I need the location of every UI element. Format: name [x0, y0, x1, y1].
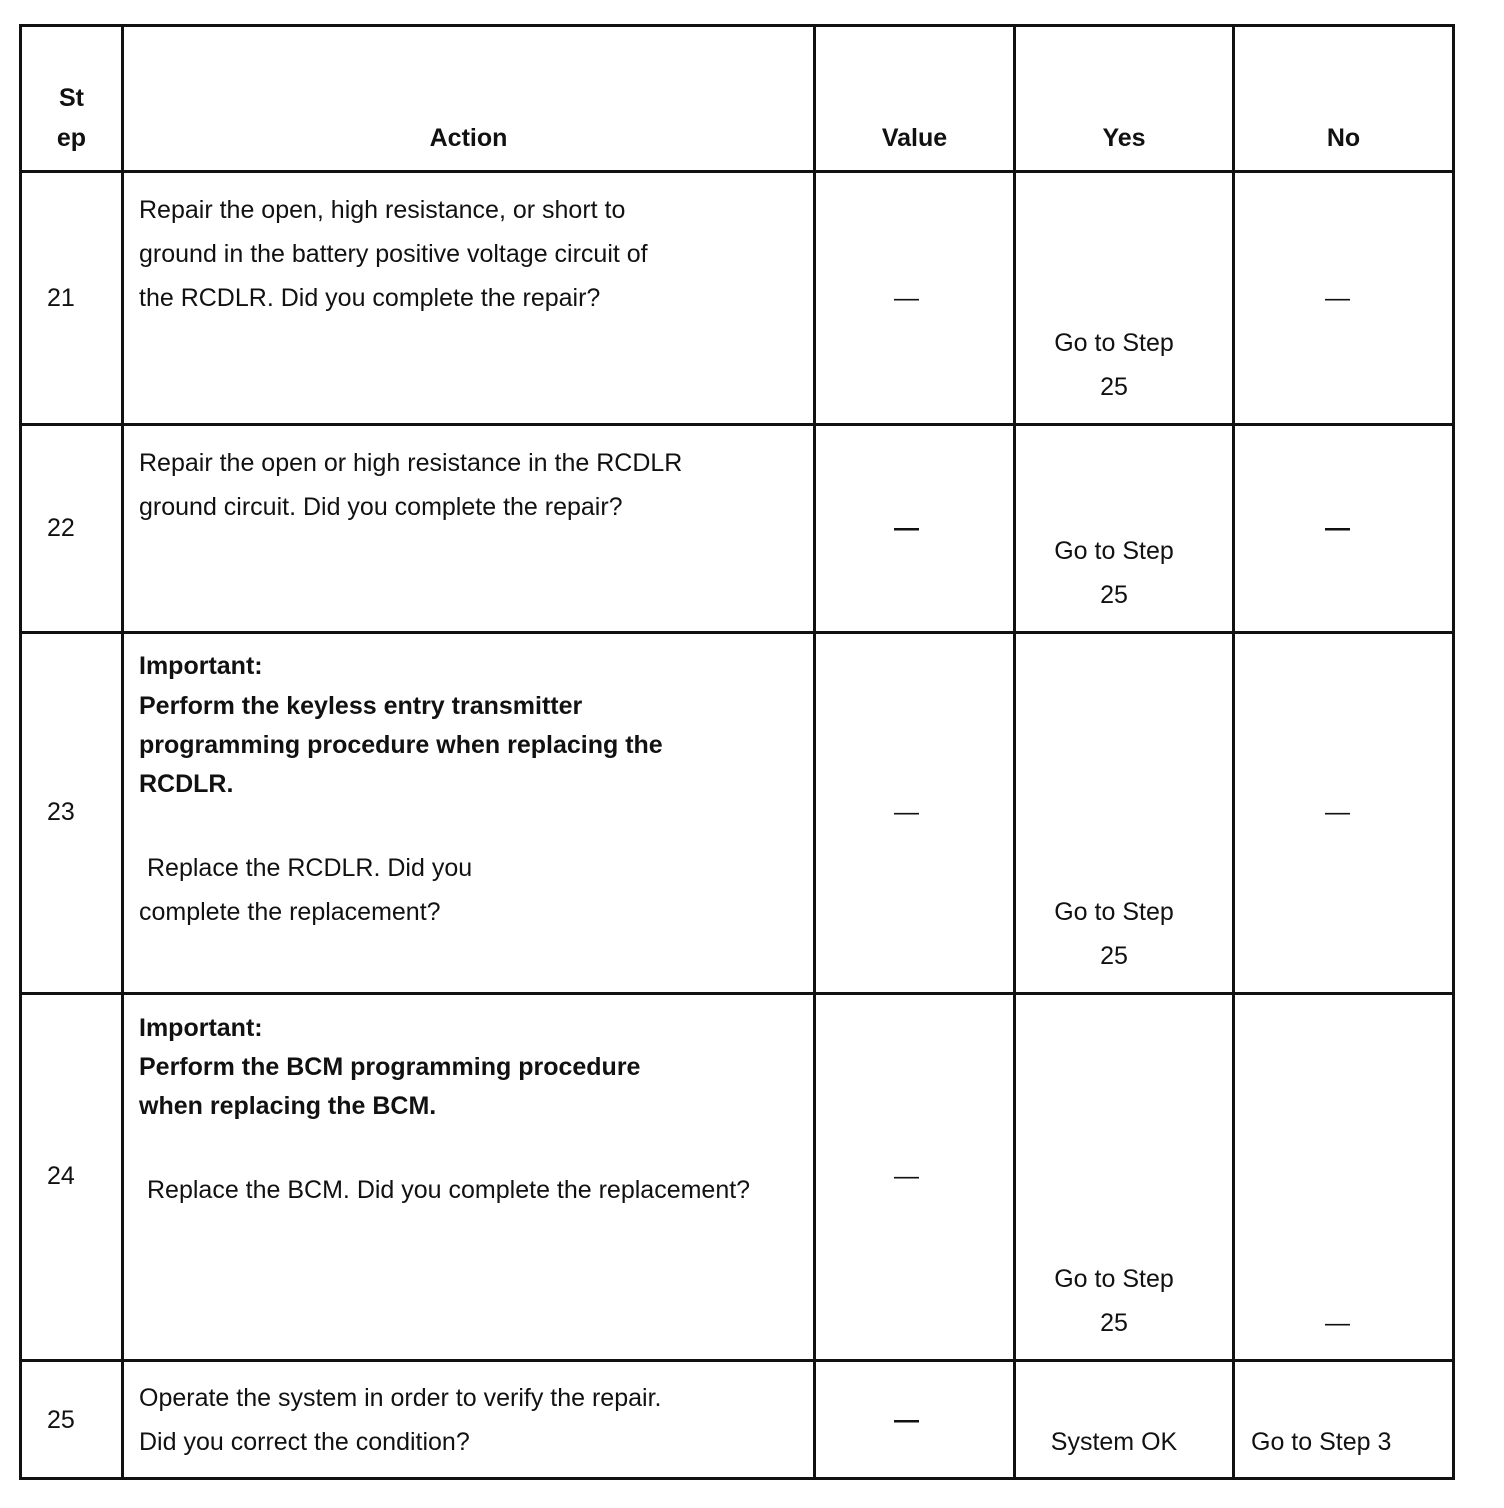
header-value: Value: [881, 124, 948, 152]
column-divider: [1232, 24, 1235, 1480]
table-border-top: [19, 24, 1455, 27]
yes-cell: 25: [1100, 1309, 1128, 1337]
yes-cell: 25: [1100, 581, 1128, 609]
action-text: Repair the open, high resistance, or short to: [139, 196, 626, 224]
header-action: Action: [429, 124, 508, 152]
step-number: 24: [47, 1162, 75, 1190]
action-text: Did you correct the condition?: [139, 1428, 470, 1456]
important-text: RCDLR.: [139, 770, 234, 798]
no-cell: —: [1325, 514, 1350, 542]
row-divider: [19, 1359, 1455, 1362]
row-divider: [19, 631, 1455, 634]
action-text: complete the replacement?: [139, 898, 441, 926]
header-yes: Yes: [1102, 124, 1146, 152]
yes-cell: System OK: [1050, 1428, 1178, 1456]
no-cell: Go to Step 3: [1251, 1428, 1392, 1456]
yes-cell: 25: [1100, 942, 1128, 970]
table-border-left: [19, 24, 22, 1480]
yes-cell: Go to Step: [1054, 329, 1174, 357]
diagnostic-table: [19, 24, 1455, 1480]
action-text: Operate the system in order to verify the repair.: [139, 1384, 662, 1412]
important-text: programming procedure when replacing the: [139, 731, 663, 759]
yes-cell: 25: [1100, 373, 1128, 401]
important-text: when replacing the BCM.: [139, 1092, 437, 1120]
yes-cell: Go to Step: [1054, 1265, 1174, 1293]
important-text: Perform the BCM programming procedure: [139, 1053, 641, 1081]
yes-cell: Go to Step: [1054, 898, 1174, 926]
important-text: Perform the keyless entry transmitter: [139, 692, 583, 720]
action-text: ground in the battery positive voltage circuit of: [139, 240, 648, 268]
header-step-line2: ep: [56, 124, 87, 152]
no-cell: —: [1325, 798, 1350, 826]
column-divider: [813, 24, 816, 1480]
value-cell: —: [894, 514, 919, 542]
column-divider: [121, 24, 124, 1480]
important-label: Important:: [139, 1014, 263, 1042]
value-cell: —: [894, 1162, 919, 1190]
no-cell: —: [1325, 284, 1350, 312]
header-no: No: [1326, 124, 1361, 152]
value-cell: —: [894, 798, 919, 826]
yes-cell: Go to Step: [1054, 537, 1174, 565]
row-divider: [19, 170, 1455, 173]
header-step: [22, 78, 121, 158]
step-number: 25: [47, 1406, 75, 1434]
action-text: Replace the RCDLR. Did you: [147, 854, 473, 882]
action-text: Repair the open or high resistance in the RCDLR: [139, 449, 683, 477]
table-border-right: [1452, 24, 1455, 1480]
value-cell: —: [894, 1406, 919, 1434]
action-text: ground circuit. Did you complete the repair?: [139, 493, 623, 521]
important-label: Important:: [139, 652, 263, 680]
value-cell: —: [894, 284, 919, 312]
row-divider: [19, 423, 1455, 426]
step-number: 23: [47, 798, 75, 826]
step-number: 21: [47, 284, 75, 312]
no-cell: —: [1325, 1309, 1350, 1337]
table-border-bottom: [19, 1477, 1455, 1480]
action-text: the RCDLR. Did you complete the repair?: [139, 284, 601, 312]
step-number: 22: [47, 514, 75, 542]
action-text: Replace the BCM. Did you complete the replacement?: [147, 1176, 751, 1204]
header-step-line1: St: [59, 84, 84, 112]
row-divider: [19, 992, 1455, 995]
